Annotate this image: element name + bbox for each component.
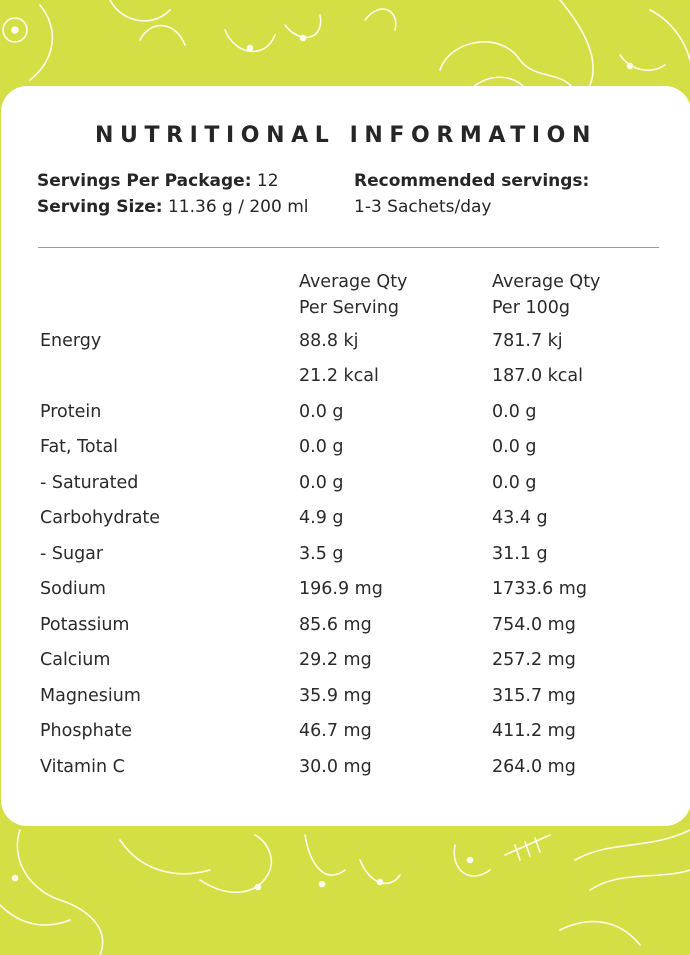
column-header-per-100g	[492, 269, 600, 321]
table-row	[1, 721, 690, 751]
divider	[38, 247, 659, 248]
per-serving-value: 0.0 g	[299, 402, 344, 422]
table-row	[1, 544, 690, 574]
per-serving-value: 46.7 mg	[299, 721, 372, 741]
nutrition-card	[1, 86, 690, 826]
table-row	[1, 650, 690, 680]
per-100g-value: 0.0 g	[492, 437, 537, 457]
per-100g-value: 43.4 g	[492, 508, 548, 528]
column-header-line: Average Qty	[299, 272, 408, 292]
recommended-label: Recommended servings:	[354, 171, 590, 191]
nutrient-name: Sodium	[40, 579, 106, 599]
nutrient-name: Magnesium	[40, 686, 141, 706]
page-title: NUTRITIONAL INFORMATION	[94, 123, 597, 148]
per-serving-value: 88.8 kj	[299, 331, 359, 351]
table-row	[1, 366, 690, 396]
per-100g-value: 264.0 mg	[492, 757, 576, 777]
nutrient-name: Vitamin C	[40, 757, 125, 777]
nutrient-name: Phosphate	[40, 721, 133, 741]
nutrient-name: - Sugar	[40, 544, 104, 564]
per-100g-value: 0.0 g	[492, 473, 537, 493]
table-row	[1, 473, 690, 503]
column-header-line: Average Qty	[492, 272, 601, 292]
recommended-value: 1-3 Sachets/day	[354, 197, 492, 217]
column-header-line: Per 100g	[492, 298, 570, 318]
serving-size-value: 11.36 g / 200 ml	[167, 197, 309, 217]
servings-per-package-value: 12	[256, 171, 279, 191]
per-serving-value: 30.0 mg	[299, 757, 372, 777]
per-100g-value: 754.0 mg	[492, 615, 576, 635]
per-100g-value: 315.7 mg	[492, 686, 576, 706]
per-100g-value: 781.7 kj	[492, 331, 563, 351]
per-serving-value: 85.6 mg	[299, 615, 372, 635]
table-row	[1, 437, 690, 467]
nutrient-name: Fat, Total	[40, 437, 119, 457]
serving-size	[37, 194, 309, 220]
table-row	[1, 331, 690, 361]
column-header-per-serving	[299, 269, 407, 321]
table-row	[1, 686, 690, 716]
per-100g-value: 411.2 mg	[492, 721, 576, 741]
per-serving-value: 35.9 mg	[299, 686, 372, 706]
table-row	[1, 757, 690, 787]
servings-per-package	[37, 168, 309, 194]
per-serving-value: 0.0 g	[299, 473, 344, 493]
per-100g-value: 257.2 mg	[492, 650, 576, 670]
per-100g-value: 187.0 kcal	[492, 366, 584, 386]
per-serving-value: 29.2 mg	[299, 650, 372, 670]
nutrient-name: Energy	[40, 331, 102, 351]
nutrient-name: - Saturated	[40, 473, 139, 493]
nutrient-name: Calcium	[40, 650, 111, 670]
servings-meta	[37, 168, 309, 220]
per-serving-value: 4.9 g	[299, 508, 344, 528]
recommended-meta	[354, 168, 589, 220]
nutrient-name: Protein	[40, 402, 102, 422]
per-serving-value: 3.5 g	[299, 544, 344, 564]
nutrient-name: Potassium	[40, 615, 130, 635]
per-100g-value: 31.1 g	[492, 544, 548, 564]
serving-size-label: Serving Size:	[37, 197, 163, 217]
column-header-line: Per Serving	[299, 298, 399, 318]
servings-per-package-label: Servings Per Package:	[37, 171, 252, 191]
per-serving-value: 21.2 kcal	[299, 366, 379, 386]
nutrient-name: Carbohydrate	[40, 508, 161, 528]
per-serving-value: 0.0 g	[299, 437, 344, 457]
per-100g-value: 1733.6 mg	[492, 579, 587, 599]
table-row	[1, 402, 690, 432]
table-row	[1, 508, 690, 538]
per-100g-value: 0.0 g	[492, 402, 537, 422]
table-row	[1, 615, 690, 645]
table-row	[1, 579, 690, 609]
per-serving-value: 196.9 mg	[299, 579, 383, 599]
